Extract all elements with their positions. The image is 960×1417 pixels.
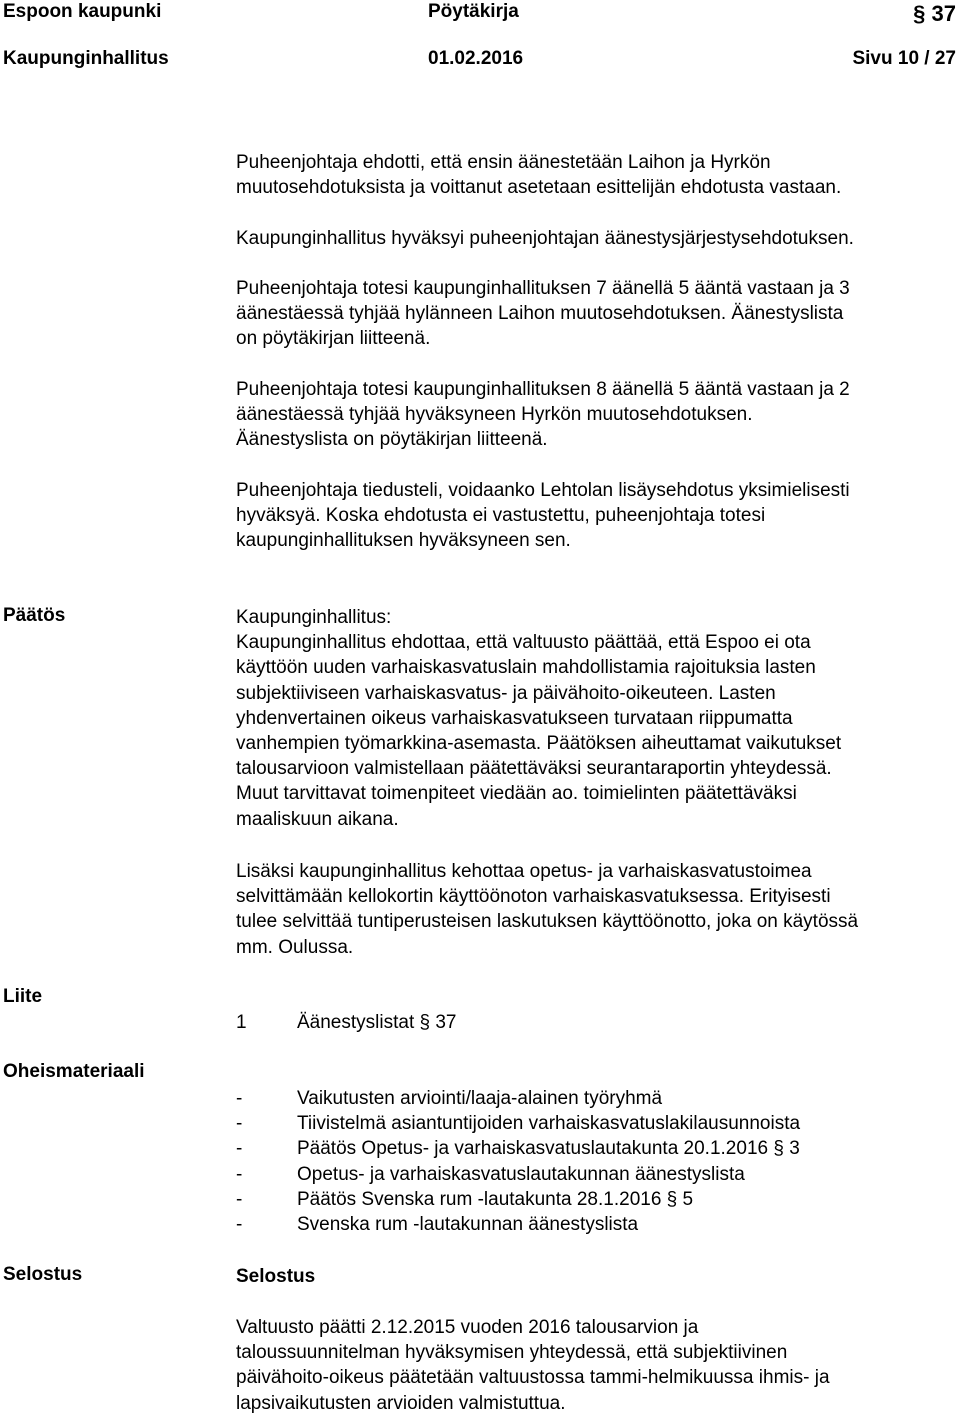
text-line: Puheenjohtaja ehdotti, että ensin äänestetään Laihon ja Hyrkön [236, 152, 771, 173]
list-item[interactable]: - Tiivistelmä asiantuntijoiden varhaiskasvatuslakilausunnoista [236, 1113, 801, 1135]
text-line: selvittämään kellokortin käyttöönoton varhaiskasvatuksessa. Erityisesti [236, 886, 831, 908]
text-line: Puheenjohtaja tiedusteli, voidaanko Lehtolan lisäysehdotus yksimielisesti [236, 480, 850, 501]
explanation-label: Selostus [3, 1264, 83, 1285]
text-line: on pöytäkirjan liitteenä. [236, 328, 431, 350]
text-line: mm. Oulussa. [236, 936, 354, 958]
text-line: taloussuunnitelman hyväksymisen yhteydessä, että subjektiivinen [236, 1342, 788, 1364]
text-line: kaupunginhallituksen hyväksyneen sen. [236, 530, 571, 552]
text-line: tulee selvittää tuntiperusteisen laskutuksen käyttöönotto, joka on käytössä [236, 911, 859, 933]
org-name: Espoon kaupunki [3, 1, 162, 22]
text-line: Muut tarvittavat toimenpiteet viedään ao. toimielinten päätettäväksi [236, 783, 797, 805]
text-line: äänestäessä tyhjää hylänneen Laihon muutosehdotuksen. Äänestyslista [236, 303, 844, 325]
explanation-text [236, 1315, 960, 1416]
text-line: käyttöön uuden varhaiskasvatuslain mahdollistamia rajoituksia lasten [236, 657, 816, 679]
text-line: Kaupunginhallitus hyväksyi puheenjohtajan äänestysjärjestysehdotuksen. [236, 228, 854, 249]
header-row-2 [0, 48, 960, 74]
text-line: Valtuusto päätti 2.12.2015 vuoden 2016 talousarvion ja [236, 1317, 699, 1338]
decision-text [236, 605, 960, 832]
paragraph-3 [236, 276, 960, 352]
text-line: muutosehdotuksista ja voittanut asetetaan esittelijän ehdotusta vastaan. [236, 177, 842, 199]
text-line: subjektiiviseen varhaiskasvatus- ja päivähoito-oikeuteen. Lasten [236, 682, 776, 704]
page-number: Sivu 10 / 27 [852, 48, 956, 69]
doc-type: Pöytäkirja [428, 1, 519, 22]
paragraph-1 [236, 150, 960, 200]
header-row-1 [0, 1, 960, 27]
list-item[interactable]: - Opetus- ja varhaiskasvatuslautakunnan äänestyslista [236, 1163, 745, 1185]
paragraph-4 [236, 377, 960, 453]
list-item[interactable]: - Päätös Svenska rum -lautakunta 28.1.2016 § 5 [236, 1188, 694, 1210]
explanation-heading: Selostus [236, 1266, 316, 1287]
text-line: Kaupunginhallitus ehdottaa, että valtuusto päättää, että Espoo ei ota [236, 632, 811, 654]
text-line: Kaupunginhallitus: [236, 607, 392, 628]
text-line: maaliskuun aikana. [236, 808, 399, 830]
meeting-date: 01.02.2016 [428, 48, 524, 69]
attachment-label: Liite [3, 986, 43, 1007]
list-item[interactable]: - Päätös Opetus- ja varhaiskasvatuslautakunta 20.1.2016 § 3 [236, 1138, 800, 1160]
list-item[interactable]: - Vaikutusten arviointi/laaja-alainen työryhmä [236, 1088, 663, 1109]
attachment-text: Äänestyslistat § 37 [297, 1012, 457, 1033]
text-line: äänestäessä tyhjää hyväksyneen Hyrkön muutosehdotuksen. [236, 404, 753, 426]
attachment-number: 1 [236, 1012, 247, 1033]
decision-extra-text [236, 859, 960, 960]
materials-label: Oheismateriaali [3, 1061, 145, 1082]
materials-list [236, 1086, 960, 1237]
text-line: yhdenvertainen oikeus varhaiskasvatukseen turvataan riippumatta [236, 707, 793, 729]
paragraph-5 [236, 478, 960, 554]
text-line: Äänestyslista on pöytäkirjan liitteenä. [236, 429, 548, 451]
text-line: talousarvioon valmistellaan päätettäväksi seurantaraportin yhteydessä. [236, 758, 832, 780]
text-line: lapsivaikutusten arvioiden valmistuttua. [236, 1392, 566, 1414]
text-line: hyväksyä. Koska ehdotusta ei vastustettu, puheenjohtaja totesi [236, 505, 766, 527]
text-line: Lisäksi kaupunginhallitus kehottaa opetus- ja varhaiskasvatustoimea [236, 861, 812, 882]
text-line: Puheenjohtaja totesi kaupunginhallituksen 8 äänellä 5 ääntä vastaan ja 2 [236, 379, 850, 400]
text-line: Puheenjohtaja totesi kaupunginhallituksen 7 äänellä 5 ääntä vastaan ja 3 [236, 278, 850, 299]
body-name: Kaupunginhallitus [3, 48, 169, 69]
text-line: päivähoito-oikeus päätetään valtuustossa tammi-helmikuussa ihmis- ja [236, 1367, 830, 1389]
list-item[interactable]: - Svenska rum -lautakunnan äänestyslista [236, 1213, 639, 1235]
decision-label: Päätös [3, 605, 66, 626]
section-number: § 37 [913, 1, 956, 26]
text-line: vanhempien työmarkkina-asemasta. Päätöksen aiheuttamat vaikutukset [236, 733, 842, 755]
paragraph-2 [236, 226, 960, 251]
